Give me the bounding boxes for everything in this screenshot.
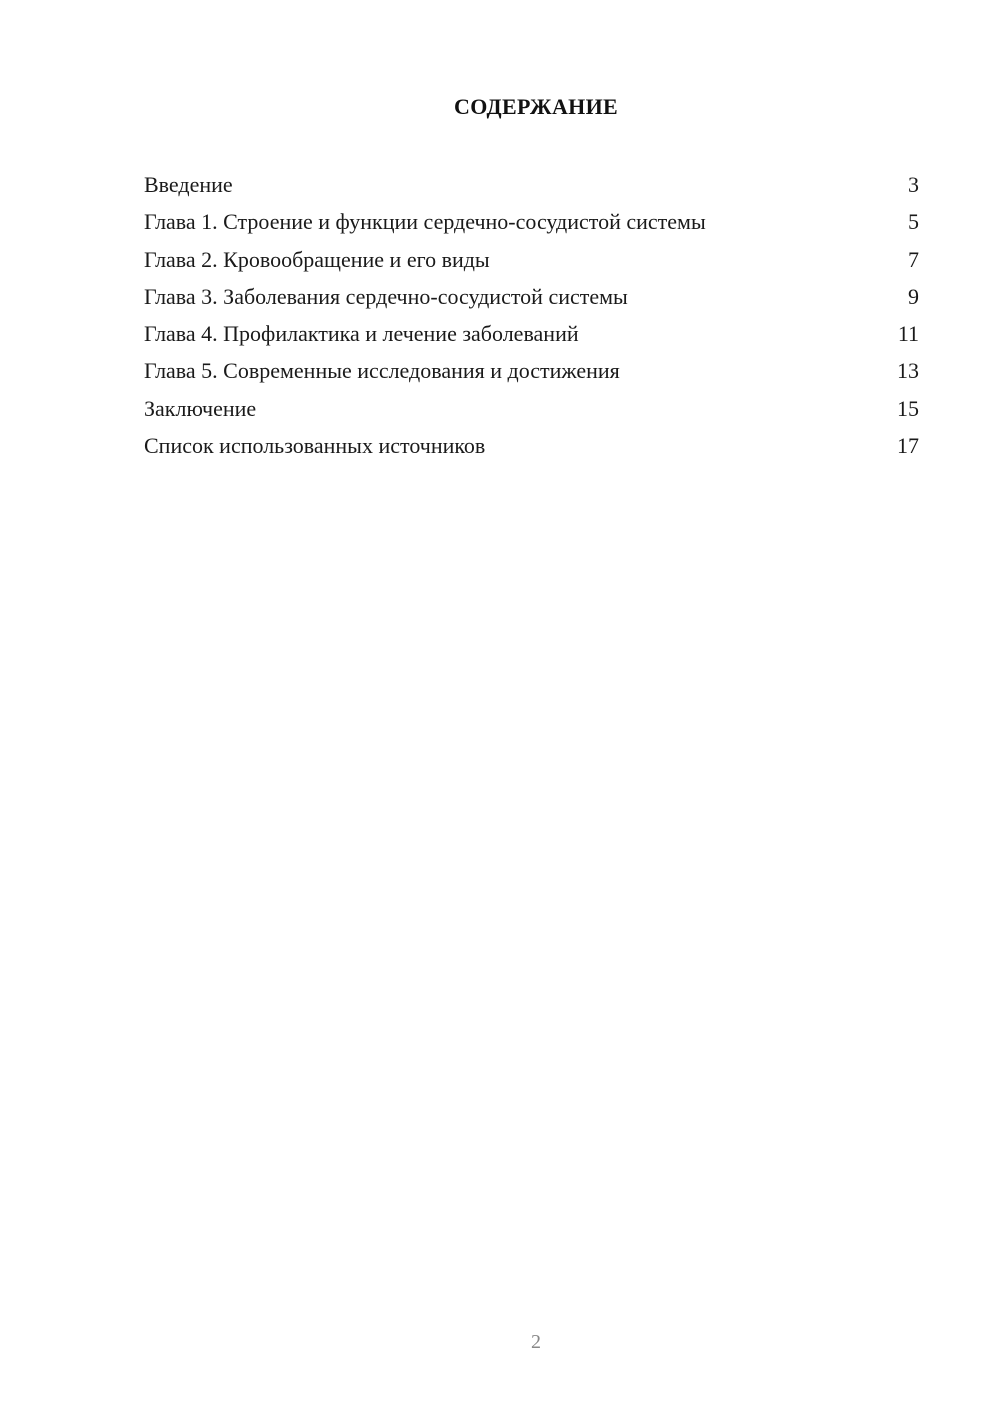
toc-entry-label: Глава 5. Современные исследования и достижения: [144, 358, 620, 384]
toc-entry-label: Глава 3. Заболевания сердечно-сосудистой системы: [144, 283, 628, 309]
toc-entry-label: Глава 2. Кровообращение и его виды: [144, 246, 490, 272]
toc-entry-page: 17: [897, 433, 919, 459]
toc-entry-page: 9: [908, 283, 919, 309]
toc-entry-chapter-2[interactable]: [144, 241, 919, 278]
toc-entry-label: Введение: [144, 172, 233, 197]
toc-entry-label: Список использованных источников: [144, 433, 486, 459]
toc-entry-page: 11: [897, 321, 919, 347]
toc-entry-label: Глава 4. Профилактика и лечение заболеваний: [144, 321, 579, 347]
page-number: 2: [531, 1331, 541, 1353]
toc-entry-introduction[interactable]: [144, 166, 919, 203]
toc-entry-page: 3: [908, 172, 919, 197]
toc-entry-conclusion[interactable]: [144, 390, 919, 427]
toc-heading: СОДЕРЖАНИЕ: [454, 94, 618, 119]
toc-entry-references[interactable]: [144, 427, 919, 464]
toc-entry-label: Глава 1. Строение и функции сердечно-сосудистой системы: [144, 209, 706, 235]
toc-entry-label: Заключение: [144, 395, 257, 421]
table-of-contents: [144, 166, 919, 464]
toc-entry-page: 7: [908, 246, 919, 272]
toc-entry-chapter-1[interactable]: [144, 203, 919, 240]
toc-entry-page: 5: [908, 209, 919, 235]
toc-entry-chapter-3[interactable]: [144, 278, 919, 315]
toc-entry-chapter-4[interactable]: [144, 315, 919, 352]
toc-entry-chapter-5[interactable]: [144, 352, 919, 389]
toc-entry-page: 13: [897, 358, 919, 384]
toc-entry-page: 15: [897, 395, 919, 421]
